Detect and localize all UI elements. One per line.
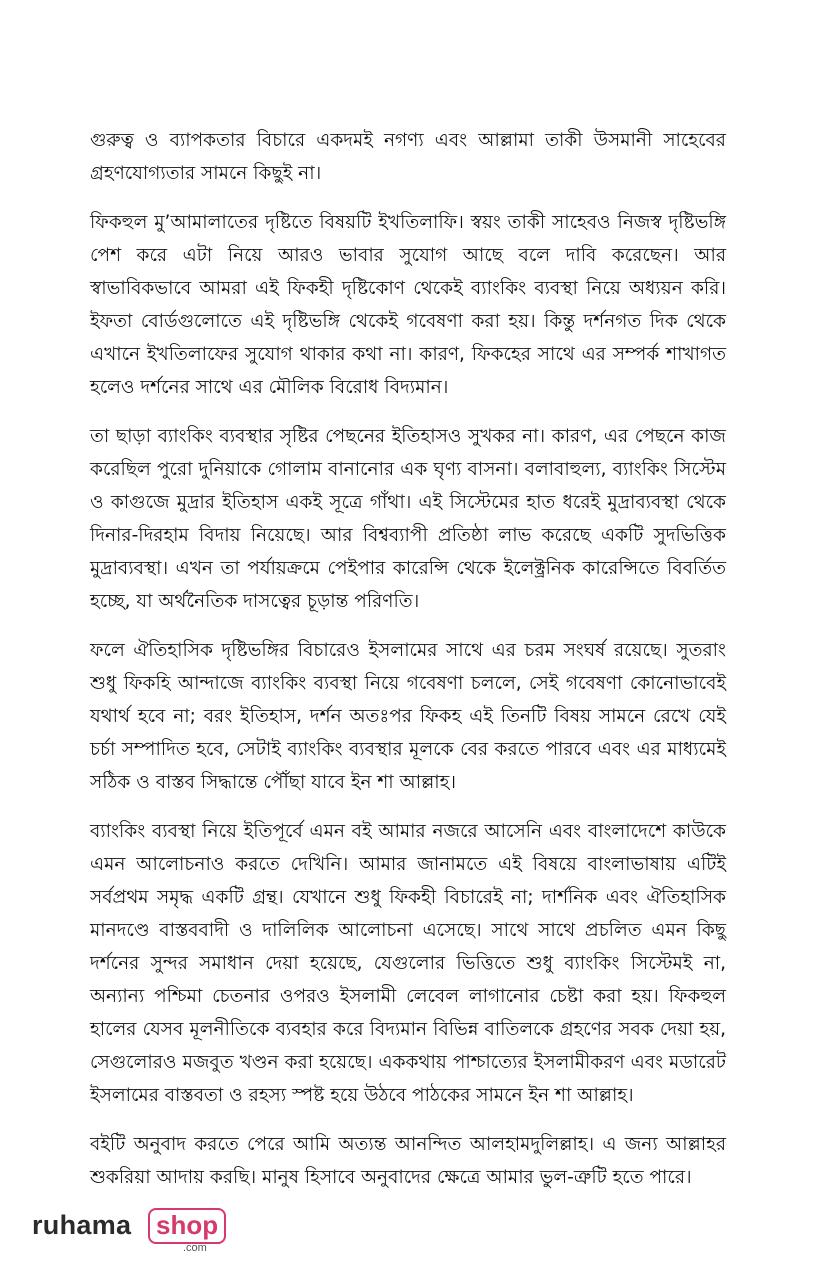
- paragraph-3: তা ছাড়া ব্যাংকিং ব্যবস্থার সৃষ্টির পেছনের ইতিহাসও সুখকর না। কারণ, এর পেছনে কাজ করেছিল পুরো দুনিয়াকে গোলাম বানানোর এক ঘৃণ্য বাসনা। বলাবাহুল্য, ব্যাংকিং সিস্টেম ও কাগুজে মুদ্রার ইতিহাস একই সূত্রে গাঁথা। এই সিস্টেমের হাত ধরেই মুদ্রাব্যবস্থা থেকে দিনার-দিরহাম বিদায় নিয়েছে। আর বিশ্বব্যাপী প্রতিষ্ঠা লাভ করেছে একটি সুদভিত্তিক মুদ্রাব্যবস্থা। এখন তা পর্যায়ক্রমে পেইপার কারেন্সি থেকে ইলেক্ট্রনিক কারেন্সিতে বিবর্তিত হচ্ছে, যা অর্থনৈতিক দাসত্বের চূড়ান্ত পরিণতি।: [90, 426, 726, 612]
- ruhamashop-logo: [32, 1206, 232, 1254]
- paragraph-5: ব্যাংকিং ব্যবস্থা নিয়ে ইতিপূর্বে এমন বই আমার নজরে আসেনি এবং বাংলাদেশে কাউকে এমন আলোচনাও করতে দেখিনি। আমার জানামতে এই বিষয়ে বাংলাভাষায় এটিই সর্বপ্রথম সমৃদ্ধ একটি গ্রন্থ। যেখানে শুধু ফিকহী বিচারেই না; দার্শনিক এবং ঐতিহাসিক মানদণ্ডে বাস্তববাদী ও দালিলিক আলোচনা এসেছে। সাথে সাথে প্রচলিত এমন কিছু দর্শনের সুন্দর সমাধান দেয়া হয়েছে, যেগুলোর ভিত্তিতে শুধু ব্যাংকিং সিস্টেমই না, অন্যান্য পশ্চিমা চেতনার ওপরও ইসলামী লেবেল লাগানোর চেষ্টা করা হয়। ফিকহুল হালের যেসব মূলনীতিকে ব্যবহার করে বিদ্যমান বিভিন্ন বাতিলকে গ্রহণের সবক দেয়া হয়, সেগুলোরও মজবুত খণ্ডন করা হয়েছে। এককথায় পাশ্চাত্যের ইসলামীকরণ এবং মডারেট ইসলামের বাস্তবতা ও রহস্য স্পষ্ট হয়ে উঠবে পাঠকের সামনে ইন শা আল্লাহ।: [90, 821, 726, 1106]
- logo-wordmark-shop: shop: [148, 1208, 226, 1244]
- paragraph-1: গুরুত্ব ও ব্যাপকতার বিচারে একদমই নগণ্য এবং আল্লামা তাকী উসমানী সাহেবের গ্রহণযোগ্যতার সামনে কিছুই না।: [90, 130, 726, 184]
- logo-wordmark-ruhama: ruhama: [32, 1210, 132, 1240]
- paragraph-6: বইটি অনুবাদ করতে পেরে আমি অত্যন্ত আনন্দিত আলহামদুলিল্লাহ। এ জন্য আল্লাহর শুকরিয়া আদায় করছি। মানুষ হিসাবে অনুবাদের ক্ষেত্রে আমার ভুল-ত্রুটি হতে পারে।: [90, 1134, 726, 1188]
- logo-domain-suffix: .com: [183, 1242, 207, 1254]
- paragraph-4: ফলে ঐতিহাসিক দৃষ্টিভঙ্গির বিচারেও ইসলামের সাথে এর চরম সংঘর্ষ রয়েছে। সুতরাং শুধু ফিকহি আন্দাজে ব্যাংকিং ব্যবস্থা নিয়ে গবেষণা চললে, সেই গবেষণা কোনোভাবেই যথার্থ হবে না; বরং ইতিহাস, দর্শন অতঃপর ফিকহ এই তিনটি বিষয় সামনে রেখে যেই চর্চা সম্পাদিত হবে, সেটাই ব্যাংকিং ব্যবস্থার মূলকে বের করতে পারবে এবং এর মাধ্যমেই সঠিক ও বাস্তব সিদ্ধান্তে পৌঁছা যাবে ইন শা আল্লাহ।: [90, 640, 726, 793]
- document-body: [90, 124, 726, 1210]
- paragraph-2: ফিকহুল মু’আমালাতের দৃষ্টিতে বিষয়টি ইখতিলাফি। স্বয়ং তাকী সাহেবও নিজস্ব দৃষ্টিভঙ্গি পেশ করে এটা নিয়ে আরও ভাবার সুযোগ আছে বলে দাবি করেছেন। আর স্বাভাবিকভাবে আমরা এই ফিকহী দৃষ্টিকোণ থেকেই ব্যাংকিং ব্যবস্থা নিয়ে অধ্যয়ন করি। ইফতা বোর্ডগুলোতে এই দৃষ্টিভঙ্গি থেকেই গবেষণা করা হয়। কিন্তু দর্শনগত দিক থেকে এখানে ইখতিলাফের সুযোগ থাকার কথা না। কারণ, ফিকহের সাথে এর সম্পর্ক শাখাগত হলেও দর্শনের সাথে এর মৌলিক বিরোধ বিদ্যমান।: [90, 212, 726, 398]
